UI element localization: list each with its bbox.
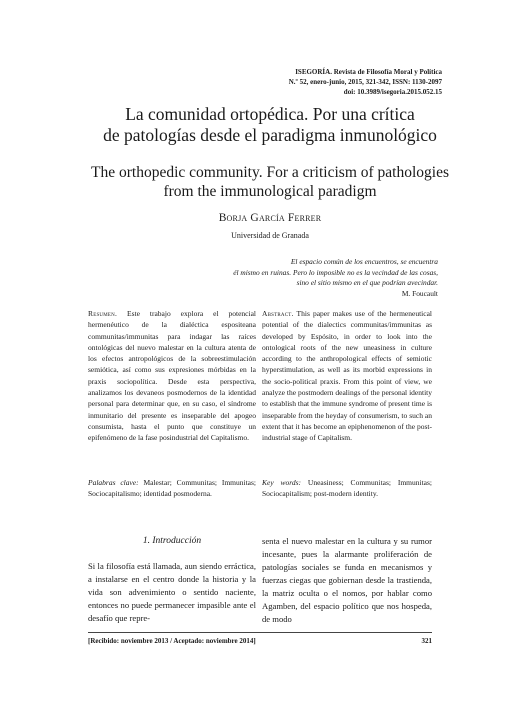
epigraph — [168, 257, 438, 299]
title-spanish-line2: de patologías desde el paradigma inmunológico — [103, 125, 437, 145]
journal-issue: N.º 52, enero-junio, 2015, 321-342, ISSN: 1130-2097 — [288, 78, 442, 86]
title-english — [60, 163, 480, 201]
epigraph-attribution: M. Foucault — [401, 288, 438, 298]
abstract-spanish-text: Este trabajo explora el potencial hermenéutico de la dialéctica espositeana communitas/immunitas para indagar las raíces ontológicas del nuevo malestar en la cultura atenta de los efectos antropológicos de la sobreestimulación semiótica, así como sus expresiones mórbidas en la praxis sociopolítica. Desde esta perspectiva, analizamos los devaneos posmodernos de la identidad personal para determinar que, en su caso, el síndrome inmunitario del presente es inseparable del apogeo consumista, hasta el punto que constituye un epifenómeno de la fase posindustrial del Capitalismo. — [88, 309, 256, 443]
abstract-english — [262, 308, 432, 444]
abstract-english-label: Abstract. — [262, 309, 294, 318]
title-english-line2: from the immunological paradigm — [163, 183, 377, 200]
section-heading: 1. Introducción — [142, 536, 202, 546]
footer-rule — [88, 632, 432, 633]
journal-name: ISEGORÍA. Revista de Filosofía Moral y Política — [295, 68, 442, 76]
page-number: 321 — [421, 637, 432, 645]
title-english-line1: The orthopedic community. For a criticism of pathologies — [91, 164, 449, 181]
title-spanish-line1: La comunidad ortopédica. Por una crítica — [125, 104, 415, 124]
epigraph-line2: él mismo en ruinas. Pero lo imposible no es la vecindad de las cosas, — [233, 267, 438, 277]
author-affiliation: Universidad de Granada — [231, 231, 309, 240]
abstract-spanish — [88, 308, 256, 444]
keywords-english-text: Uneasiness; Communitas; Immunitas; Sociocapitalism; post-modern identity. — [262, 478, 432, 499]
keywords-english-label: Key words: — [262, 478, 302, 487]
keywords-spanish-text: Malestar; Communitas; Immunitas; Sociocapitalismo; identidad posmoderna. — [88, 478, 256, 499]
abstract-spanish-label: Resumen. — [88, 309, 118, 318]
body-text-right: senta el nuevo malestar en la cultura y su rumor incesante, pues la alarmante proliferación de patologías sociales se funda en mecanismos y fuerzas ciegas que gobiernan desde la trastienda, la matriz oculta o el nomos, por hablar como Agamben, del espacio político que nos hospeda, de modo — [262, 536, 432, 624]
title-spanish — [60, 104, 480, 146]
keywords-english — [262, 477, 432, 500]
abstract-english-text: This paper makes use of the hermeneutical potential of the dialectics communitas/immunitas as developed by Espósito, in order to look into the ontological roots of the new uneasiness in culture according to the anthropological effects of semiotic hyperstimulation, as well as its morbid expressions in the socio-political praxis. From this point of view, we analyze the postmodern dealings of the personal identity to establish that the immune syndrome of present time is inseparable from the heyday of consumerism, to such an extent that it has become an epiphenomenon of the post-industrial stage of Capitalism. — [262, 309, 432, 443]
journal-header — [289, 67, 442, 97]
author-name: Borja García Ferrer — [218, 212, 322, 224]
keywords-spanish-label: Palabras clave: — [88, 478, 139, 487]
journal-doi: doi: 10.3989/isegoria.2015.052.15 — [343, 88, 442, 96]
footer-dates: [Recibido: noviembre 2013 / Aceptado: noviembre 2014] — [88, 637, 256, 645]
epigraph-line3: sino el sitio mismo en el que podrían avecindar. — [296, 278, 438, 287]
keywords-spanish — [88, 477, 256, 500]
body-text-left: Si la filosofía está llamada, aun siendo erráctica, a instalarse en el centro donde la historia y la vida son advenimiento o sentido naciente, entonces no puede permanecer impasible ante el desafío que repre- — [88, 561, 256, 623]
epigraph-line1: El espacio común de los encuentros, se encuentra — [290, 257, 438, 266]
